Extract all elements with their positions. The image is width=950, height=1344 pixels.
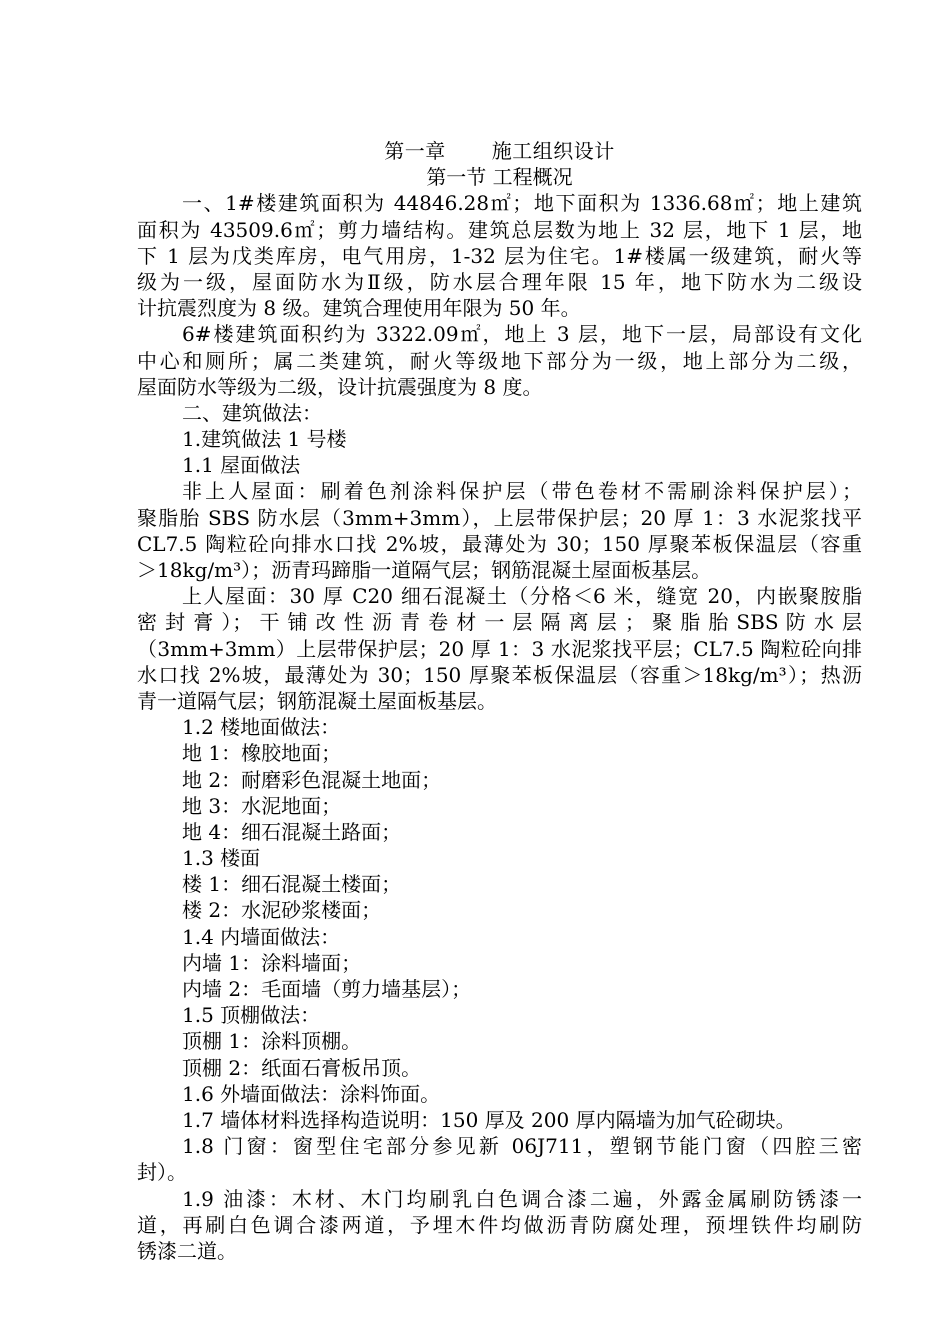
list-item: 内墙 1：涂料墙面；	[182, 950, 362, 975]
chapter-title: 施工组织设计	[491, 139, 615, 163]
document-page	[137, 138, 862, 1264]
section-heading: 二、建筑做法：	[182, 400, 322, 425]
paragraph-line: ＞18kg/m³）；沥青玛蹄脂一道隔气层；钢筋混凝土屋面板基层。	[137, 558, 712, 582]
subsection-heading: 1.2 楼地面做法：	[182, 715, 341, 740]
paragraph-line: 计抗震烈度为 8 级。建筑合理使用年限为 50 年。	[137, 296, 581, 321]
chapter-heading	[137, 138, 862, 164]
paragraph-line: 面积为 43509.6㎡；剪力墙结构。建筑总层数为地上 32 层，地下 1 层，地	[137, 217, 862, 242]
paragraph-line: 1.8 门窗：窗型住宅部分参见新 06J711，塑钢节能门窗（四腔三密	[182, 1134, 862, 1159]
paragraph-line: 聚脂胎 SBS 防水层（3mm+3mm），上层带保护层；20 厚 1：3 水泥浆找平	[137, 505, 862, 530]
subsection-heading: 1.4 内墙面做法：	[182, 924, 341, 949]
chapter-label: 第一章	[384, 139, 446, 163]
list-item: 内墙 2：毛面墙（剪力墙基层）；	[182, 977, 472, 1001]
list-item: 地 1：橡胶地面；	[182, 741, 342, 766]
paragraph-line: 封）。	[137, 1160, 187, 1185]
paragraph-line: 道，再刷白色调合漆两道，予埋木件均做沥青防腐处理，预埋铁件均刷防	[137, 1212, 862, 1237]
paragraph-line: CL7.5 陶粒砼向排水口找 2%坡，最薄处为 30；150 厚聚苯板保温层（容重	[137, 531, 862, 556]
paragraph-line: 中心和厕所；属二类建筑，耐火等级地下部分为一级，地上部分为二级，	[137, 348, 862, 373]
paragraph-line: 密 封 膏 ）； 干 铺 改 性 沥 青 卷 材 一 层 隔 离 层 ； 聚 脂 胎 SBS 防 水 层	[137, 610, 862, 635]
paragraph-line: 屋面防水等级为二级，设计抗震强度为 8 度。	[137, 374, 543, 399]
section-title: 第一节 工程概况	[426, 165, 573, 190]
paragraph-line: （3mm+3mm）上层带保护层；20 厚 1：3 水泥浆找平层；CL7.5 陶粒砼向排	[137, 636, 862, 661]
paragraph-line: 上人屋面：30 厚 C20 细石混凝土（分格＜6 米，缝宽 20，内嵌聚胺脂	[182, 584, 862, 609]
paragraph-line: 一、1#楼建筑面积为 44846.28㎡；地下面积为 1336.68㎡；地上建筑	[182, 191, 862, 216]
list-item: 顶棚 2：纸面石膏板吊顶。	[182, 1055, 422, 1080]
subsection-heading: 1.5 顶棚做法：	[182, 1003, 321, 1028]
paragraph-line: 非上人屋面：刷着色剂涂料保护层（带色卷材不需刷涂料保护层）；	[182, 479, 862, 504]
subsection-heading: 1.建筑做法 1 号楼	[182, 427, 347, 452]
subsection-heading: 1.3 楼面	[182, 846, 261, 871]
paragraph-line: 6#楼建筑面积约为 3322.09㎡，地上 3 层，地下一层，局部设有文化	[182, 322, 862, 347]
subsection-heading: 1.7 墙体材料选择构造说明：150 厚及 200 厚内隔墙为加气砼砌块。	[182, 1107, 796, 1132]
subsection-heading: 1.6 外墙面做法：涂料饰面。	[182, 1081, 441, 1106]
subsection-heading: 1.1 屋面做法	[182, 453, 301, 478]
paragraph-line: 下 1 层为戊类库房，电气用房，1-32 层为住宅。1#楼属一级建筑，耐火等	[137, 243, 862, 268]
paragraph-line: 锈漆二道。	[137, 1238, 237, 1263]
list-item: 楼 2：水泥砂浆楼面；	[182, 898, 382, 923]
list-item: 顶棚 1：涂料顶棚。	[182, 1029, 362, 1054]
list-item: 地 3：水泥地面；	[182, 793, 342, 818]
paragraph-line: 1.9 油漆：木材、木门均刷乳白色调合漆二遍，外露金属刷防锈漆一	[182, 1186, 862, 1211]
paragraph-line: 级为一级，屋面防水为Ⅱ级，防水层合理年限 15 年，地下防水为二级设	[137, 269, 862, 294]
list-item: 地 4：细石混凝土路面；	[182, 819, 402, 844]
paragraph-line: 水口找 2%坡，最薄处为 30；150 厚聚苯板保温层（容重＞18kg/m³）；热沥	[137, 662, 862, 687]
list-item: 地 2：耐磨彩色混凝土地面；	[182, 767, 442, 792]
paragraph-line: 青一道隔气层；钢筋混凝土屋面板基层。	[137, 688, 497, 713]
list-item: 楼 1：细石混凝土楼面；	[182, 872, 402, 897]
